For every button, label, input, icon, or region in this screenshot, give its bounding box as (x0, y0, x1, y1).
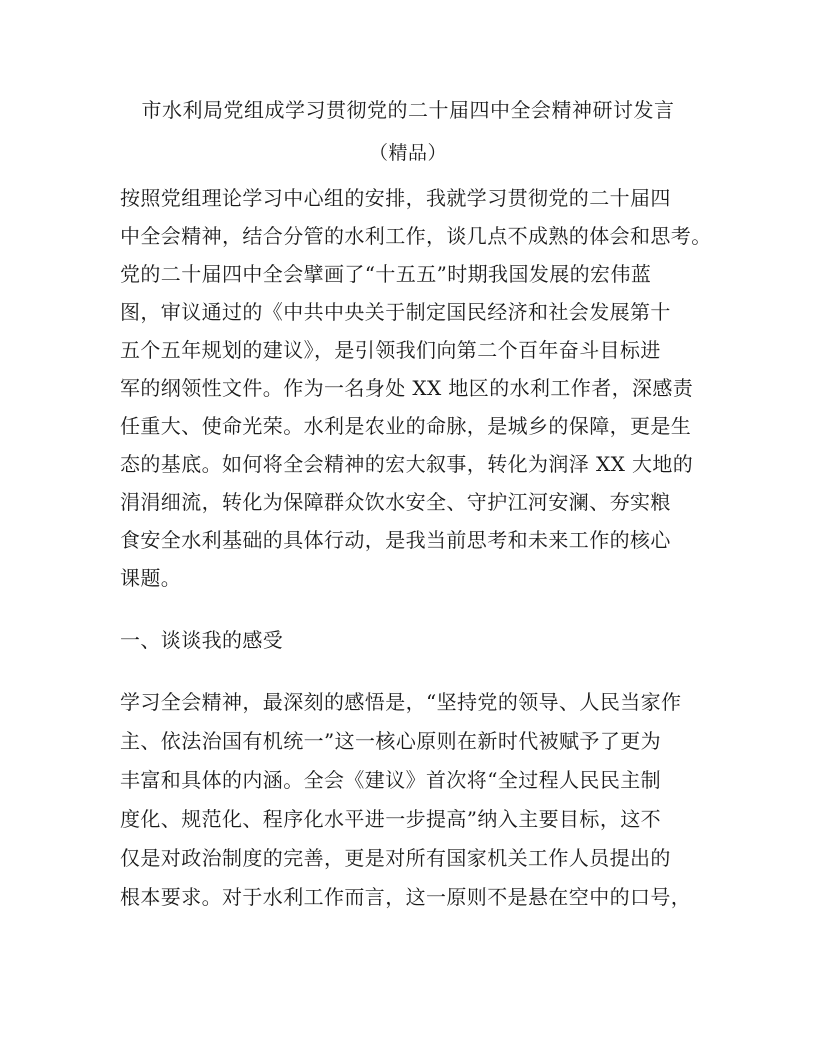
text-line: 中全会精神，结合分管的水利工作，谈几点不成熟的体会和思考。 (120, 224, 712, 248)
text-line: 图，审议通过的《中共中央关于制定国民经济和社会发展第十 (120, 300, 671, 324)
text-line: 任重大、使命光荣。水利是农业的命脉，是城乡的保障，更是生 (120, 414, 692, 438)
text-line: 按照党组理论学习中心组的安排，我就学习贯彻党的二十届四 (120, 186, 671, 210)
text-line: 党的二十届四中全会擘画了“十五五”时期我国发展的宏伟蓝 (120, 262, 652, 286)
text-line: 根本要求。对于水利工作而言，这一原则不是悬在空中的口号， (120, 885, 692, 909)
text-line: 五个五年规划的建议》，是引领我们向第二个百年奋斗目标进 (120, 338, 661, 362)
text-line: 度化、规范化、程序化水平进一步提高”纳入主要目标，这不 (120, 807, 662, 831)
text-line: 课题。 (120, 566, 182, 590)
text-line: 食安全水利基础的具体行动，是我当前思考和未来工作的核心 (120, 528, 671, 552)
document-title: 市水利局党组成学习贯彻党的二十届四中全会精神研讨发言 (141, 98, 675, 122)
text-line: 主、依法治国有机统一”这一核心原则在新时代被赋予了更为 (120, 729, 662, 753)
text-line: 涓涓细流，转化为保障群众饮水安全、守护江河安澜、夯实粮 (120, 490, 671, 514)
text-line: 军的纲领性文件。作为一名身处 XX 地区的水利工作者，深感责 (120, 376, 694, 400)
text-line: 仅是对政治制度的完善，更是对所有国家机关工作人员提出的 (120, 846, 671, 870)
document-subtitle: （精品） (368, 142, 447, 164)
section-heading: 一、谈谈我的感受 (120, 628, 284, 652)
text-line: 学习全会精神，最深刻的感悟是，“坚持党的领导、人民当家作 (120, 690, 682, 714)
text-line: 态的基底。如何将全会精神的宏大叙事，转化为润泽 XX 大地的 (120, 452, 694, 476)
text-line: 丰富和具体的内涵。全会《建议》首次将“全过程人民民主制 (120, 768, 662, 792)
